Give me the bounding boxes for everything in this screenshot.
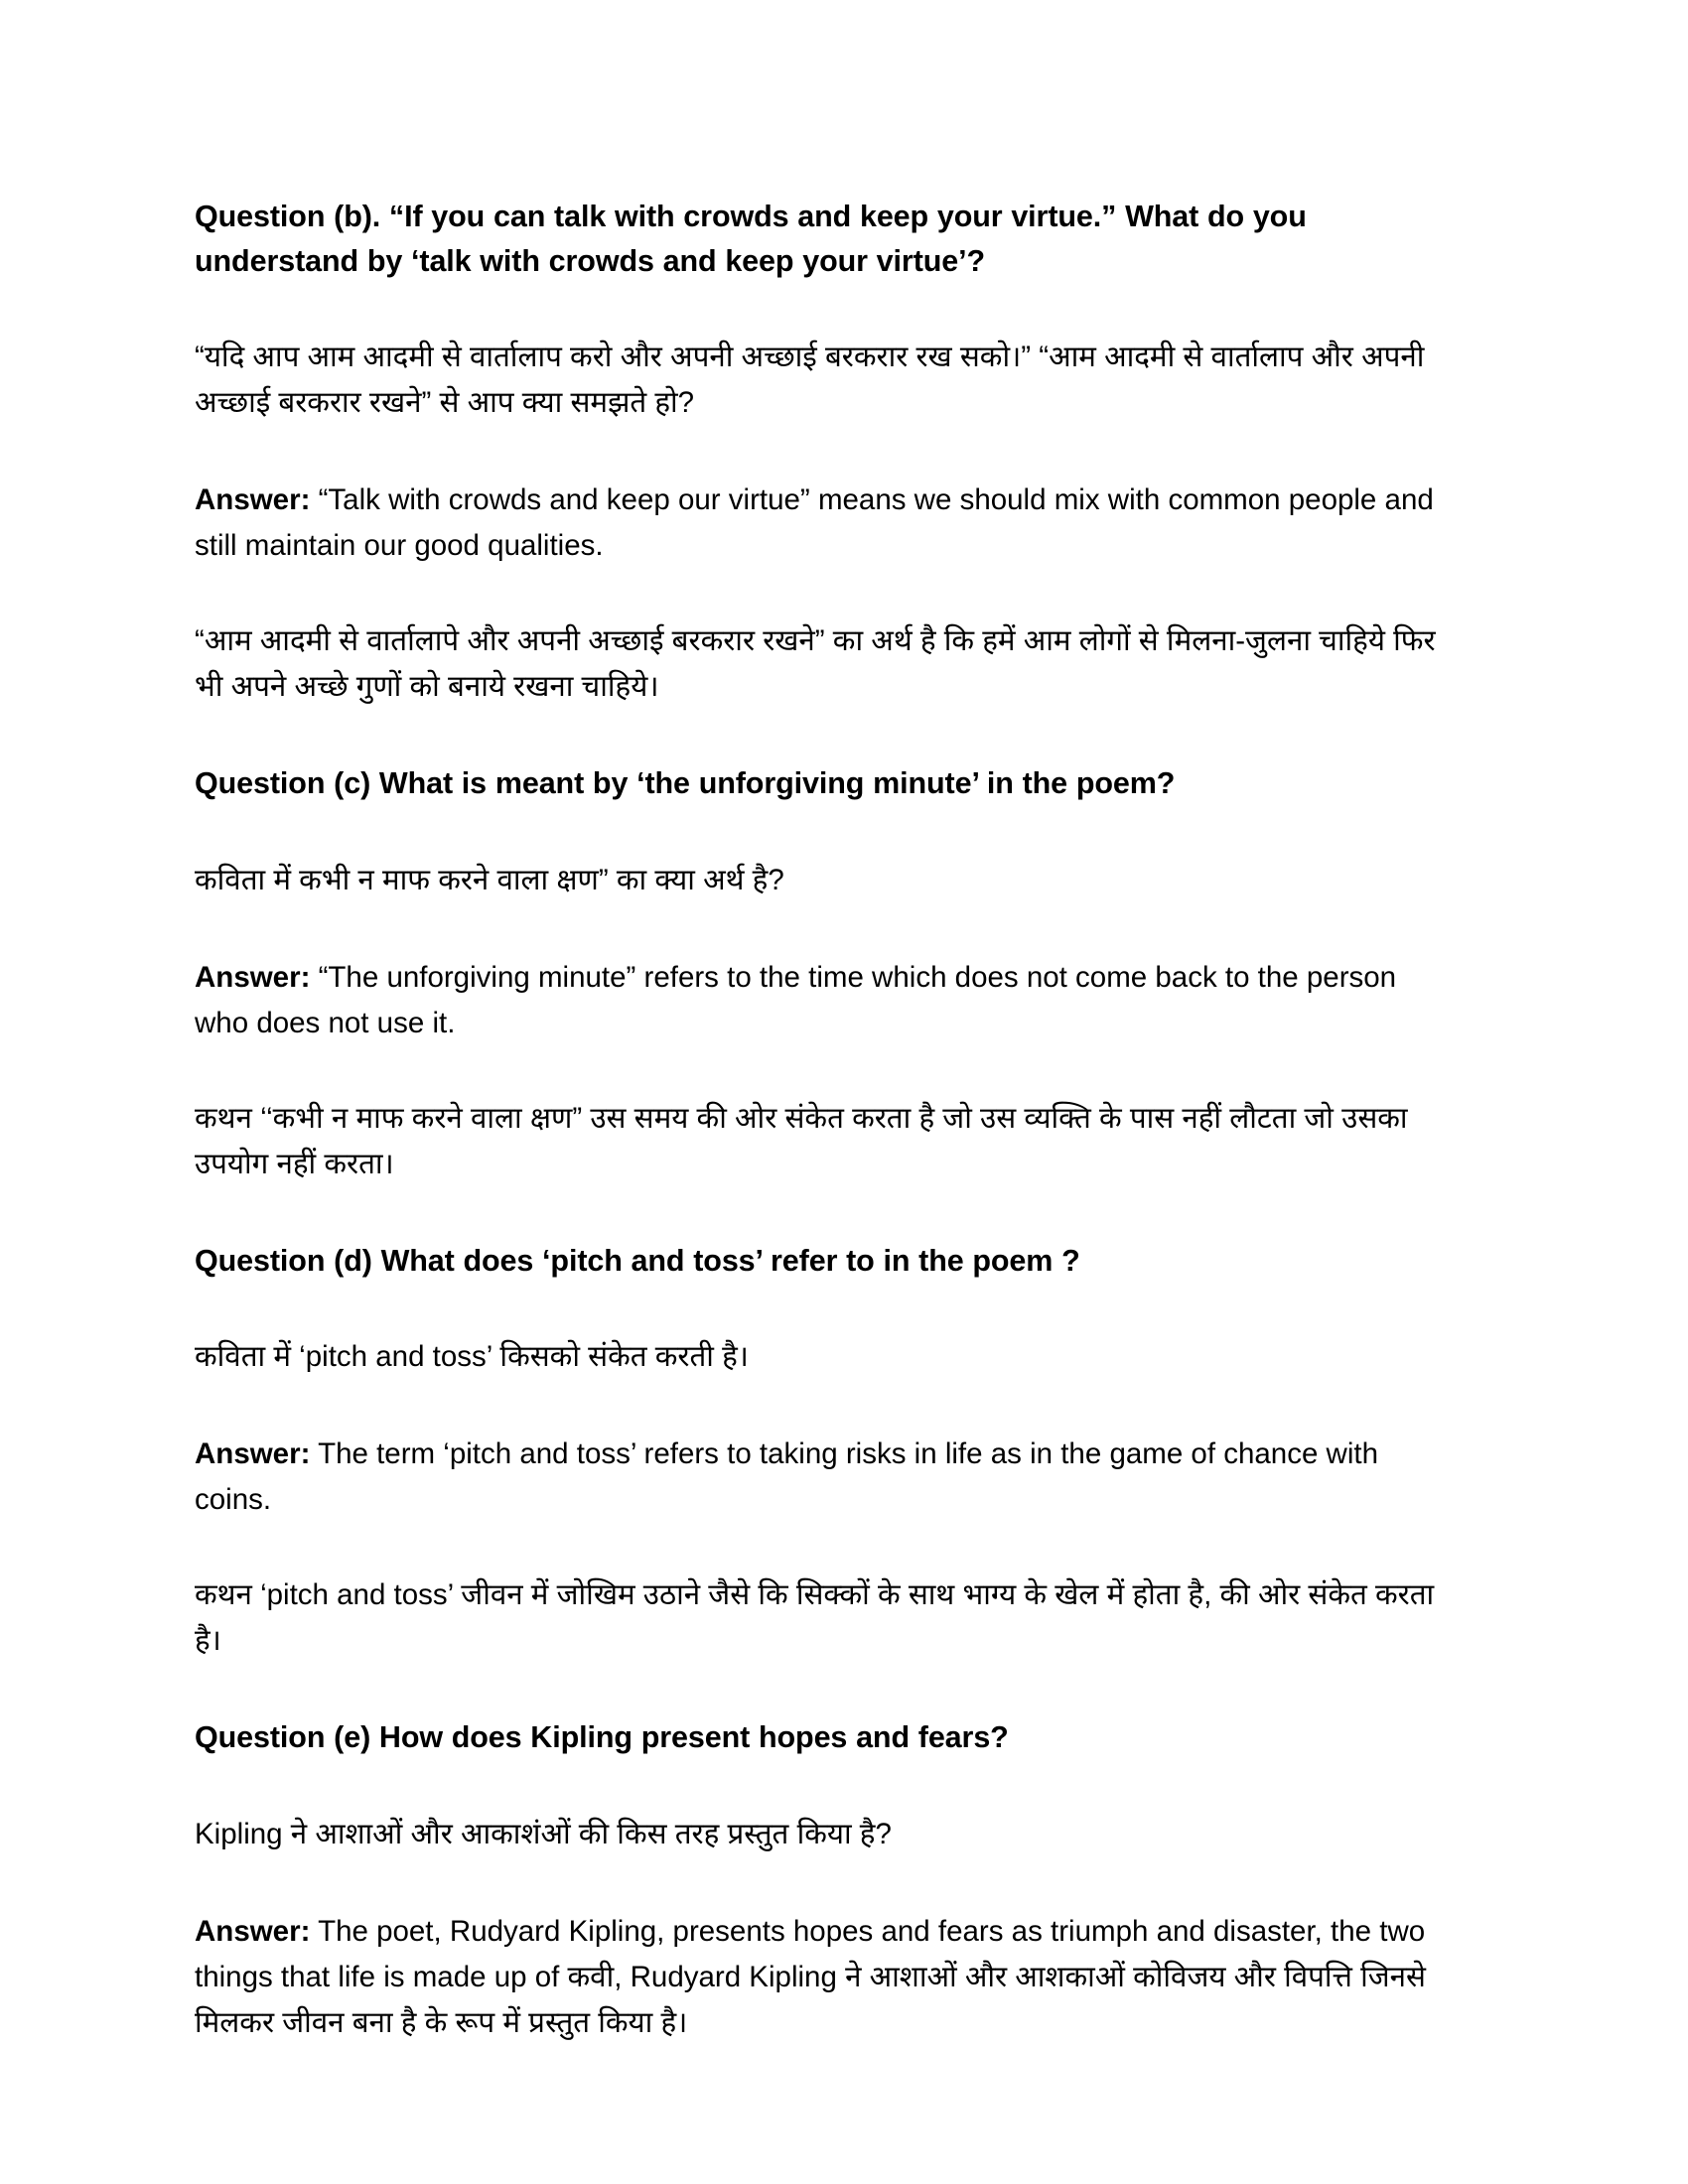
answer-text-b: “Talk with crowds and keep our virtue” means we should mix with common people and still maintain our good qualities. (195, 483, 1434, 563)
question-hindi-e: Kipling ने आशाओं और आकाशंओं की किस तरह प्रस्तुत किया है? (195, 1817, 892, 1850)
answer-label-d: Answer: (195, 1437, 311, 1471)
question-hindi-d: कविता में ‘pitch and toss’ किसको संकेत करती है। (195, 1340, 749, 1374)
question-heading-c: Question (c) What is meant by ‘the unforgiving minute’ in the poem? (195, 766, 1176, 801)
question-heading-b: Question (b). “If you can talk with crowds and keep your virtue.” What do you understand by ‘talk with crowds and keep your virtue’? (195, 200, 1307, 278)
answer-hindi-c: कथन ‘‘कभी न माफ करने वाला क्षण” उस समय की ओर संकेत करता है जो उस व्यक्ति के पास नहीं लौटता जो उसका उपयोग नहीं करता। (195, 1101, 1408, 1180)
question-hindi-b: “यदि आप आम आदमी से वार्तालाप करो और अपनी अच्छाई बरकरार रख सको।” “आम आदमी से वार्तालाप और अपनी अच्छाई बरकरार रखने” से आप क्या समझते हो? (195, 341, 1425, 420)
answer-hindi-b: “आम आदमी से वार्तालापे और अपनी अच्छाई बरकरार रखने” का अर्थ है कि हमें आम लोगों से मिलना-जुलना चाहिये फिर भी अपने अच्छे गुणों को बनाये रखना चाहिये। (195, 624, 1436, 704)
document-content (195, 195, 1440, 2046)
answer-text-e: The poet, Rudyard Kipling, presents hopes and fears as triumph and disaster, the two things that life is made up of कवी, Rudyard Kipling ने आशाओं और आशकाओं कोविजय और विपत्ति जिनसे मिलकर जीवन बना है के रूप में प्रस्तुत किया है। (195, 1914, 1426, 2039)
answer-paragraph-c (195, 955, 1440, 1046)
answer-label-b: Answer: (195, 483, 311, 517)
question-heading-e: Question (e) How does Kipling present hopes and fears? (195, 1720, 1009, 1755)
question-hindi-c: कविता में कभी न माफ करने वाला क्षण” का क्या अर्थ है? (195, 863, 784, 896)
question-heading-d: Question (d) What does ‘pitch and toss’ refer to in the poem ? (195, 1243, 1080, 1278)
answer-text-c: “The unforgiving minute” refers to the time which does not come back to the person who does not use it. (195, 960, 1397, 1039)
answer-paragraph-e (195, 1909, 1440, 2046)
answer-text-d: The term ‘pitch and toss’ refers to taking risks in life as in the game of chance with coins. (195, 1437, 1379, 1517)
answer-label-c: Answer: (195, 960, 311, 994)
qa-block-question-e (195, 1715, 1440, 2046)
answer-paragraph-b (195, 478, 1440, 569)
answer-label-e: Answer: (195, 1914, 311, 1948)
qa-block-question-c (195, 761, 1440, 1187)
answer-hindi-d: कथन ‘pitch and toss’ जीवन में जोखिम उठाने जैसे कि सिक्कों के साथ भाग्य के खेल में होता है, की ओर संकेत करता है। (195, 1578, 1435, 1658)
answer-paragraph-d (195, 1432, 1440, 1523)
qa-block-question-b (195, 195, 1440, 710)
qa-block-question-d (195, 1239, 1440, 1665)
